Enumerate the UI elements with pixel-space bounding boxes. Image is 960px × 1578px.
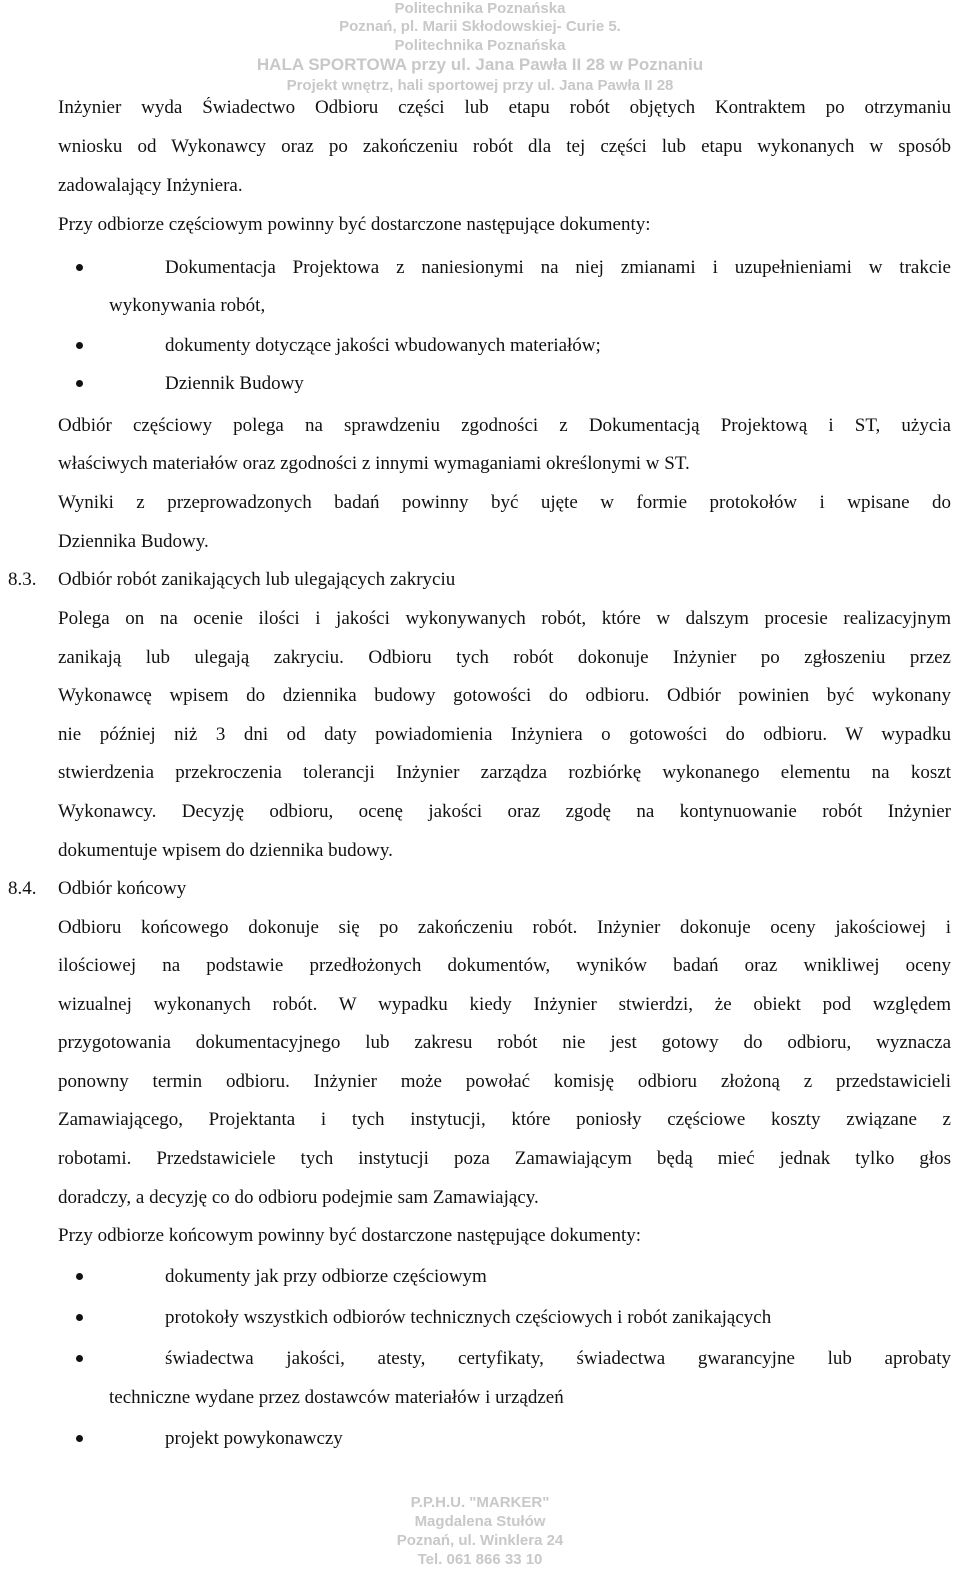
paragraph-line: wniosku od Wykonawcy oraz po zakończeniu robót dla tej części lub etapu wykonanych w sposób: [58, 136, 951, 157]
paragraph-line: Zamawiającego, Projektanta i tych instytucji, które poniosły częściowe koszty związane z: [58, 1109, 951, 1130]
header-line-4: HALA SPORTOWA przy ul. Jana Pawła II 28 w Poznaniu: [256, 55, 704, 74]
paragraph-line: Wykonawcę wpisem do dziennika budowy gotowości do odbioru. Odbiór powinien być wykonany: [58, 685, 951, 706]
paragraph-line: dokumentuje wpisem do dziennika budowy.: [58, 840, 393, 861]
footer-line-1: P.P.H.U. "MARKER": [410, 1494, 550, 1511]
paragraph-line: ponowny termin odbioru. Inżynier może powołać komisję odbioru złożoną z przedstawicieli: [58, 1071, 951, 1092]
bullet-icon: [76, 1273, 83, 1280]
paragraph-line: zanikają lub ulegają zakryciu. Odbioru tych robót dokonuje Inżynier po zgłoszeniu przez: [58, 647, 951, 668]
bullet-icon: [76, 1355, 83, 1362]
header-line-2: Poznań, pl. Marii Skłodowskiej- Curie 5.: [339, 18, 621, 35]
list-item: projekt powykonawczy: [165, 1428, 343, 1449]
paragraph-line: Inżynier wyda Świadectwo Odbioru części lub etapu robót objętych Kontraktem po otrzymaniu: [58, 97, 951, 118]
header-line-1: Politechnika Poznańska: [394, 0, 566, 17]
paragraph-line: ilościowej na podstawie przedłożonych dokumentów, wyników badań oraz wnikliwej oceny: [58, 955, 951, 976]
list-item-continuation: techniczne wydane przez dostawców materiałów i urządzeń: [109, 1387, 564, 1408]
section-title: Odbiór końcowy: [58, 878, 187, 899]
list-item: dokumenty jak przy odbiorze częściowym: [165, 1266, 487, 1287]
list-item-continuation: wykonywania robót,: [109, 295, 266, 316]
section-number: 8.3.: [8, 569, 37, 590]
section-number: 8.4.: [8, 878, 37, 899]
paragraph-line: wizualnej wykonanych robót. W wypadku kiedy Inżynier stwierdzi, że obiekt pod względem: [58, 994, 951, 1015]
bullet-icon: [76, 380, 83, 387]
bullet-icon: [76, 1435, 83, 1442]
paragraph-line: przygotowania dokumentacyjnego lub zakresu robót nie jest gotowy do odbioru, wyznacza: [58, 1032, 951, 1053]
footer-line-2: Magdalena Stułów: [414, 1513, 546, 1530]
footer-line-3: Poznań, ul. Winklera 24: [396, 1532, 564, 1549]
paragraph-line: Przy odbiorze końcowym powinny być dostarczone następujące dokumenty:: [58, 1225, 642, 1246]
paragraph-line: nie później niż 3 dni od daty powiadomienia Inżyniera o gotowości do odbioru. W wypadku: [58, 724, 951, 745]
paragraph-line: Dziennika Budowy.: [58, 531, 209, 552]
header-line-3: Politechnika Poznańska: [394, 37, 566, 54]
paragraph-line: robotami. Przedstawiciele tych instytucji poza Zamawiającym będą mieć jednak tylko głos: [58, 1148, 951, 1169]
list-item: Dokumentacja Projektowa z naniesionymi na niej zmianami i uzupełnieniami w trakcie: [165, 257, 951, 278]
bullet-icon: [76, 342, 83, 349]
paragraph-line: stwierdzenia przekroczenia tolerancji Inżynier zarządza rozbiórkę wykonanego elementu na koszt: [58, 762, 951, 783]
bullet-icon: [76, 1314, 83, 1321]
paragraph-line: zadowalający Inżyniera.: [58, 175, 243, 196]
list-item: protokoły wszystkich odbiorów technicznych częściowych i robót zanikających: [165, 1307, 772, 1328]
header-line-5: Projekt wnętrz, hali sportowej przy ul. Jana Pawła II 28: [286, 77, 674, 94]
paragraph-line: Polega on na ocenie ilości i jakości wykonywanych robót, które w dalszym procesie realizacyjnym: [58, 608, 951, 629]
list-item: świadectwa jakości, atesty, certyfikaty, świadectwa gwarancyjne lub aprobaty: [165, 1348, 951, 1369]
paragraph-line: Odbiór częściowy polega na sprawdzeniu zgodności z Dokumentacją Projektową i ST, użycia: [58, 415, 951, 436]
bullet-icon: [76, 264, 83, 271]
list-item: Dziennik Budowy: [165, 373, 304, 394]
paragraph-line: doradczy, a decyzję co do odbioru podejmie sam Zamawiający.: [58, 1187, 539, 1208]
paragraph-line: Odbioru końcowego dokonuje się po zakończeniu robót. Inżynier dokonuje oceny jakościowej i: [58, 917, 951, 938]
paragraph-line: Wyniki z przeprowadzonych badań powinny być ujęte w formie protokołów i wpisane do: [58, 492, 951, 513]
paragraph-line: Wykonawcy. Decyzję odbioru, ocenę jakości oraz zgodę na kontynuowanie robót Inżynier: [58, 801, 951, 822]
list-item: dokumenty dotyczące jakości wbudowanych materiałów;: [165, 335, 601, 356]
paragraph-line: Przy odbiorze częściowym powinny być dostarczone następujące dokumenty:: [58, 214, 651, 235]
paragraph-line: właściwych materiałów oraz zgodności z innymi wymaganiami określonymi w ST.: [58, 453, 690, 474]
footer-line-4: Tel. 061 866 33 10: [417, 1551, 543, 1568]
section-title: Odbiór robót zanikających lub ulegających zakryciu: [58, 569, 456, 590]
